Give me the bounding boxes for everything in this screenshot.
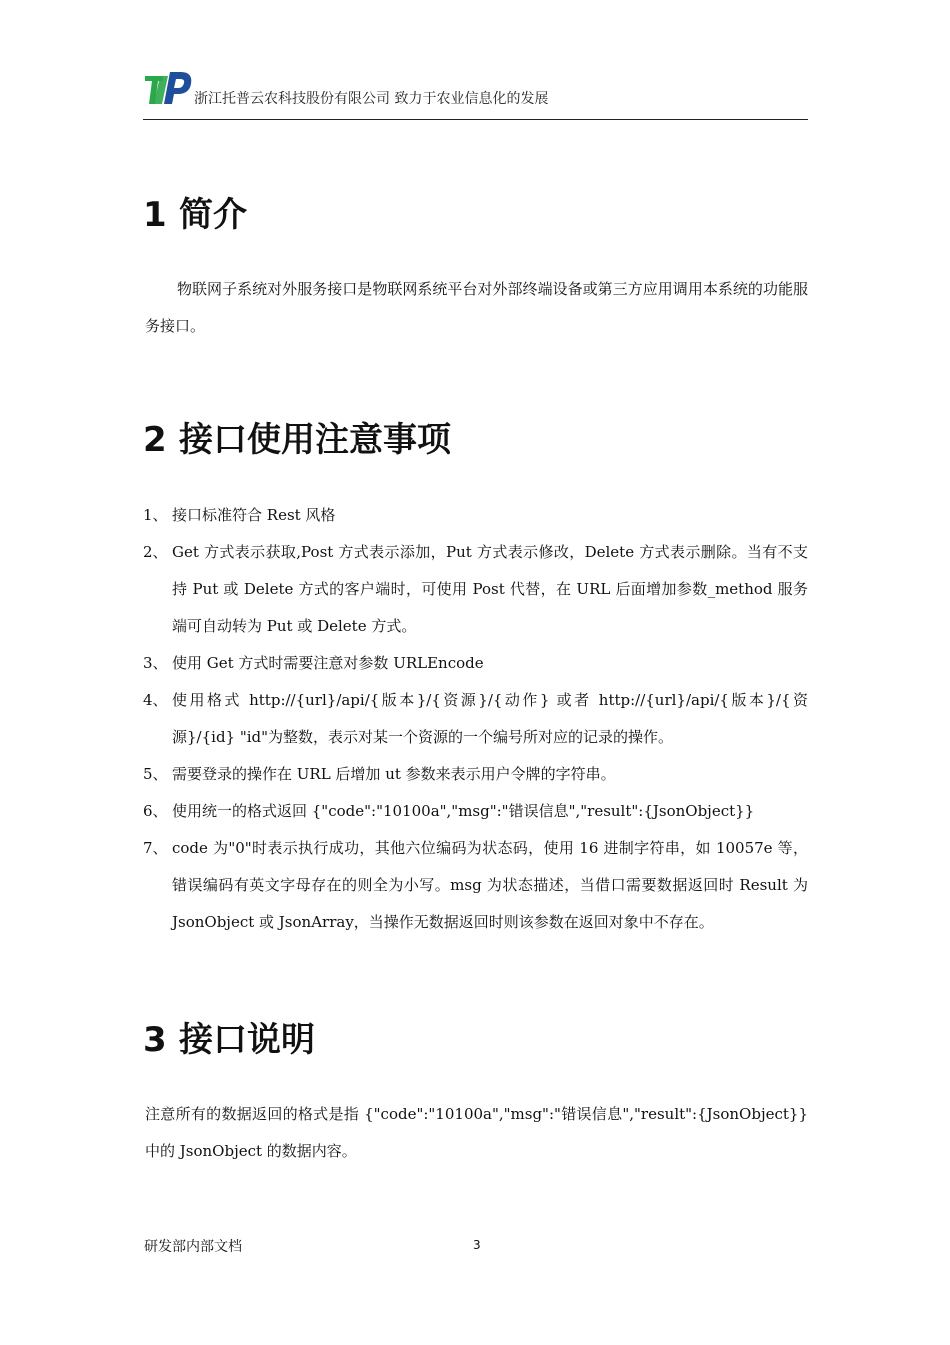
list-marker: 4、 — [143, 691, 168, 709]
section-3-heading — [143, 1020, 315, 1060]
list-item — [143, 534, 808, 645]
interface-description: 注意所有的数据返回的格式是指 {"code":"10100a","msg":"错误信息","result":{JsonObject}} 中的 JsonObject 的数据内容。 — [145, 1105, 808, 1160]
list-item — [143, 497, 808, 534]
list-marker: 1、 — [143, 506, 168, 524]
company-logo-icon — [143, 70, 195, 106]
section-number: 1 — [143, 195, 167, 235]
section-title: 简介 — [179, 195, 247, 235]
list-item — [143, 756, 808, 793]
list-marker: 6、 — [143, 802, 168, 820]
section-1-heading — [143, 195, 247, 235]
intro-paragraph: 物联网子系统对外服务接口是物联网系统平台对外部终端设备或第三方应用调用本系统的功能服务接口。 — [145, 280, 808, 335]
list-item — [143, 830, 808, 941]
section-number: 2 — [143, 420, 167, 460]
notes-list — [143, 497, 808, 941]
list-item-text: 需要登录的操作在 URL 后增加 ut 参数来表示用户令牌的字符串。 — [172, 765, 616, 783]
section-number: 3 — [143, 1020, 167, 1060]
list-item-text: 使用统一的格式返回 {"code":"10100a","msg":"错误信息","result":{JsonObject}} — [172, 802, 755, 820]
footer-label: 研发部内部文档 — [144, 1239, 242, 1255]
header-divider — [143, 119, 808, 120]
list-marker: 2、 — [143, 543, 168, 561]
list-item-text: 接口标准符合 Rest 风格 — [172, 506, 336, 524]
section-title: 接口说明 — [179, 1020, 315, 1060]
list-marker: 5、 — [143, 765, 168, 783]
list-item-text: 使用 Get 方式时需要注意对参数 URLEncode — [172, 654, 484, 672]
section-2-heading — [143, 420, 451, 460]
list-marker: 7、 — [143, 839, 168, 857]
list-item — [143, 645, 808, 682]
list-item — [143, 682, 808, 756]
list-item-text: Get 方式表示获取,Post 方式表示添加，Put 方式表示修改，Delete 方式表示删除。当有不支持 Put 或 Delete 方式的客户端时，可使用 Post 代替，在 URL 后面增加参数_method 服务端可自动转为 Put 或 Delete 方式。 — [172, 543, 808, 635]
page-header — [143, 68, 808, 120]
company-name: 浙江托普云农科技股份有限公司 致力于农业信息化的发展 — [194, 91, 549, 107]
section-title: 接口使用注意事项 — [179, 420, 451, 460]
list-marker: 3、 — [143, 654, 168, 672]
list-item — [143, 793, 808, 830]
page-number: 3 — [473, 1238, 481, 1252]
list-item-text: code 为"0"时表示执行成功，其他六位编码为状态码，使用 16 进制字符串，如 10057e 等，错误编码有英文字母存在的则全为小写。msg 为状态描述，当借口需要数据返回时 Result 为 JsonObject 或 JsonArray，当操作无数据返回时则该参数在返回对象中不存在。 — [172, 839, 808, 931]
list-item-text: 使用格式 http://{url}/api/{版本}/{资源}/{动作} 或者 http://{url}/api/{版本}/{资源}/{id} "id"为整数，表示对某一个资源的一个编号所对应的记录的操作。 — [172, 691, 808, 746]
